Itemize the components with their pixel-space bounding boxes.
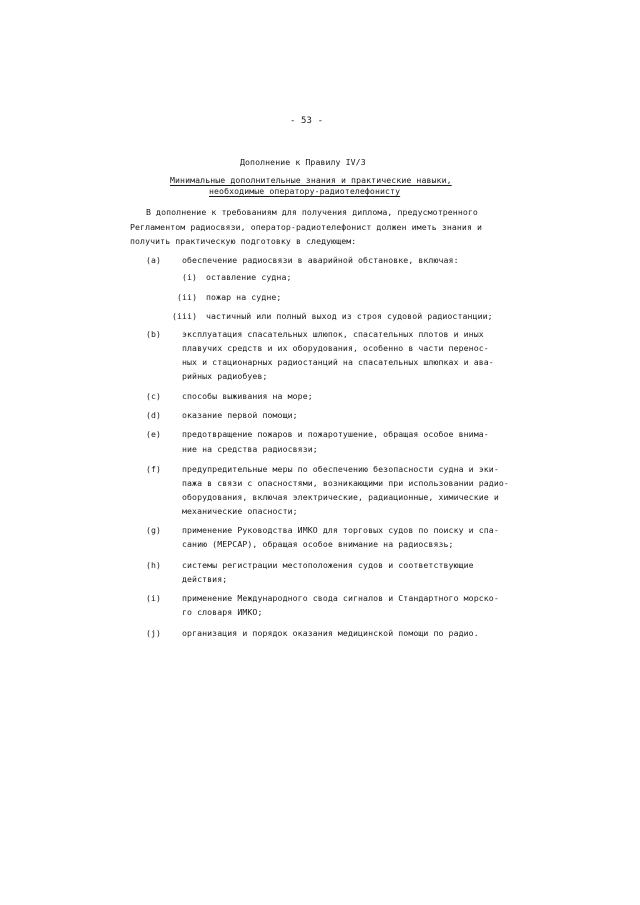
item-label-c: (c) [146, 391, 162, 401]
item-label-d: (d) [146, 410, 162, 420]
item-b-line-2: плавучих средств и их оборудования, особенно в части перенос- [182, 343, 489, 353]
intro-line-3: получить практическую подготовку в следующем: [130, 236, 357, 246]
item-f-line-4: механические опасности; [182, 506, 298, 516]
item-label-h: (h) [146, 560, 162, 570]
subitem-text-i: оставление судна; [206, 272, 292, 282]
subitem-label-ii: (ii) [177, 292, 198, 302]
document-heading: Дополнение к Правилу IV/3 [240, 157, 366, 167]
item-c-line-1: способы выживания на море; [182, 391, 313, 401]
item-g-line-2: санию (МЕРСАР), обращая особое внимание на радиосвязь; [182, 539, 454, 549]
item-h-line-2: действия; [182, 574, 228, 584]
item-a-line-1: обеспечение радиосвязи в аварийной обстановке, включая: [182, 255, 459, 265]
subitem-label-i: (i) [182, 272, 198, 282]
item-f-line-3: оборудования, включая электрические, радиационные, химические и [182, 492, 499, 502]
page-number: - 53 - [290, 116, 324, 126]
item-label-e: (e) [146, 429, 162, 439]
item-b-line-1: эксплуатация спасательных шлюпок, спасательных плотов и иных [182, 329, 484, 339]
intro-line-2: Регламентом радиосвязи, оператор-радиотелефонист должен иметь знания и [130, 222, 483, 232]
item-f-line-1: предупредительные меры по обеспечению безопасности судна и эки- [182, 464, 499, 474]
subitem-label-iii: (iii) [172, 311, 198, 321]
document-subtitle-line-2: необходимые оператору-радиотелефонисту [209, 186, 401, 196]
item-label-i: (i) [146, 593, 162, 603]
item-b-line-3: ных и стационарных радиостанций на спасательных шлюпках и ава- [182, 357, 494, 367]
item-h-line-1: системы регистрации местоположения судов и соответствующие [182, 560, 474, 570]
item-f-line-2: пажа в связи с опасностями, возникающими при использовании радио- [182, 478, 509, 488]
item-label-b: (b) [146, 329, 162, 339]
subitem-text-iii: частичный или полный выход из строя судовой радиостанции; [206, 311, 493, 321]
subitem-text-ii: пожар на судне; [206, 292, 282, 302]
item-j-line-1: организация и порядок оказания медицинской помощи по радио. [182, 628, 479, 638]
item-label-f: (f) [146, 464, 162, 474]
item-label-a: (a) [146, 255, 162, 265]
item-i-line-2: го словаря ИМКО; [182, 607, 263, 617]
item-label-g: (g) [146, 525, 162, 535]
item-e-line-2: ние на средства радиосвязи; [182, 444, 318, 454]
item-d-line-1: оказание первой помощи; [182, 410, 298, 420]
document-subtitle-line-1: Минимальные дополнительные знания и практические навыки, [170, 175, 452, 185]
item-label-j: (j) [146, 628, 162, 638]
item-b-line-4: рийных радиобуев; [182, 371, 268, 381]
item-e-line-1: предотвращение пожаров и пожаротушение, обращая особое внима- [182, 429, 489, 439]
item-g-line-1: применение Руководства ИМКО для торговых судов по поиску и спа- [182, 525, 499, 535]
intro-line-1: В дополнение к требованиям для получения диплома, предусмотренного [146, 207, 478, 217]
item-i-line-1: применение Международного свода сигналов и Стандартного морско- [182, 593, 499, 603]
